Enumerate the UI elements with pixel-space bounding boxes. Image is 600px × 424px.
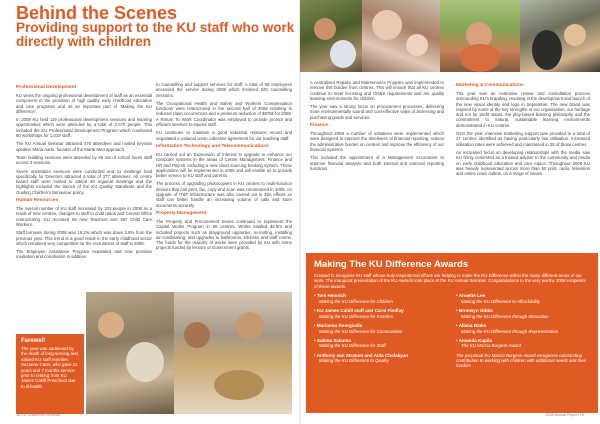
award-item [314, 353, 448, 364]
photo-children-at-table [86, 292, 174, 414]
photo-children-outdoors [300, 0, 362, 72]
paragraph: The KU Annual Seminar attracted 470 attendees and hosted keynote speaker Maria Aarts, founder of the Marte Meo approach. [16, 141, 152, 152]
paragraph: Team building sessions were attended by 66 out of school hours staff across 3 sessions. [16, 154, 152, 166]
awards-grid [314, 293, 590, 372]
page-subtitle: Providing support to the KU staff who work directly with children [16, 20, 295, 49]
awards-column-left [314, 293, 448, 372]
paragraph: Throughout 2008 a number of initiatives were implemented which were designed to improve the timeliness of financial reporting, reduce the administrative burden on centres and improve the efficiency of our financial systems. [310, 131, 444, 152]
right-column-2 [456, 80, 590, 179]
paragraph: to counselling and support services for staff. A total of 68 employees accessed the service during 2008 which involved 225 counselling sessions. [156, 82, 292, 98]
paragraph: A centralised Repairs and Maintenance Program was implemented to remove this burden from centres. This will ensure that all KU centres continue to meet licensing and OH&S requirements and are quality learning environments for children. [310, 80, 444, 101]
award-item [314, 293, 448, 304]
it-heading: Information Technology and Telecommunications [156, 143, 269, 149]
paragraph: The year saw an extensive review and consultation process surrounding KU's branding, resulting in the development and launch of the new visual identity and logo in September. The new brand was inspired by some of the key strengths of our organisation; our heritage and not for profit status, the play-based learning philosophy and the commitment to natural, sustainable learning environments demonstrated in KU centres. [456, 91, 590, 128]
paragraph: The process of upgrading photocopiers in KU centres to multi-function devices that can print, fax, copy and scan was commenced in 2008. An upgrade of IT&T infrastructure was also carried out in 35A offices so staff can better handle an increasing volume of calls and store documents securely. [156, 181, 292, 208]
award-description: The perpetual KU Marcia Burgess Award recognises outstanding contribution to working with children with additional needs and their families [456, 352, 587, 369]
paragraph: Staff turnover during 2008 was 19.2% which was down 2.8% from the previous year. This trend is a good result in the early childhood sector which remained very competitive for the recruitment of staff in 2008. [16, 230, 152, 246]
award-category: Making the KU Difference to Affordability [461, 298, 540, 304]
award-category: Making the KU Difference for Staff [319, 343, 386, 349]
award-item [456, 293, 590, 304]
award-recipient: • Bronwyn Gibbs [456, 308, 590, 314]
left-page-footer: 18 KU Children's Services [16, 413, 60, 417]
award-recipient: • Toni Heinrich [314, 293, 448, 299]
paragraph: This included the appointment of a Management Accountant to improve financial analysis and both internal and external reporting functions. [310, 155, 444, 171]
right-page-footer: 2008 Annual Report 19 [545, 413, 584, 417]
paragraph: The Employee Assistance Program expanded and now provides mediation and conciliation in addition [16, 249, 152, 260]
award-recipient: • Amanda Kapila [456, 338, 590, 344]
award-category: Making the KU Difference through Innovation [461, 313, 549, 319]
right-column-1 [310, 80, 444, 174]
award-recipient: • Annette Lee [456, 293, 590, 299]
paragraph: KU views the ongoing professional development of staff as an essential component in the provision of high quality early childhood education and care programs and as an important part of 'Making the KU difference'. [16, 93, 152, 114]
award-category: The KU Marcia Burgess Award [461, 343, 522, 349]
marketing-heading: Marketing & Communications [456, 83, 524, 88]
professional-development-heading: Professional Development [16, 85, 77, 90]
paragraph: The Property and Procurement teams continued to implement the Capital Works Program in 59 centres. Works totalled $2.8m and included projects such as playground upgrades, re-roofing, installing air-conditioning, and upgrades to bathrooms, kitchens and staff rooms. The funds for the majority of works were provided by KU with some projects funded by lessors or Government grants. [156, 218, 292, 251]
photo-staff-with-child [362, 0, 440, 72]
awards-intro: Created to recognise KU staff whose truly inspirational efforts are helping to make the KU Difference within the many different areas of our work. The inaugural presentation of the KU Awards took place at the KU Annual Seminar. Congratulations to the very worthy 2008 recipients of these awards. [314, 273, 586, 289]
left-column-2 [156, 82, 292, 254]
human-resources-heading: Human Resources [16, 198, 59, 204]
award-category: Making the KU Difference through Representation [461, 328, 559, 334]
property-heading: Property Management [156, 210, 207, 216]
paragraph: The year saw a strong focus on procurement processes, delivering more environmentally sound and cost-effective ways of assessing and purchasing goods and services. [310, 104, 444, 120]
award-recipient: • Sabina Sakuma [314, 338, 448, 344]
farewell-text: The year was saddened by the death of long-serving and valued KU staff member, Suzanne Carer, who gave 11 years and 7 months service prior to retiring from KU James Cahill Preschool due to ill health. [21, 346, 78, 389]
award-item [456, 308, 590, 319]
paragraph: An increased focus on developing relationships with the media saw KU firmly cemented as a trusted adviser to the community and media on early childhood education and care topics. Throughout 2008 KU was heavily represented across more than 50 print, radio, television and online news outlets, on a range of issues. [456, 149, 590, 177]
award-recipient: • Marianna Georgiadis [314, 323, 448, 329]
award-item [314, 338, 448, 349]
page-title: Behind the Scenes [16, 3, 178, 23]
award-category: Making the KU Difference to Quality [319, 358, 389, 364]
photo-child-playing [440, 0, 520, 72]
award-item [456, 323, 590, 334]
farewell-heading: Farewell [21, 338, 46, 344]
award-category: Making the KU Difference for Communities [319, 328, 403, 334]
award-recipient: • KU James Cahill staff and Carol Findlay [314, 308, 448, 314]
awards-title: Making The KU Difference Awards [314, 259, 469, 270]
paragraph: The Occupational Health and Safety and Workers Compensation functions were restructured in the second half of 2008 resulting in reduced claim occurrences and a premium reduction of $876k for 2009. A Return To Work Coordinator was employed to provide prompt and efficient services to injured staff. [156, 100, 292, 128]
award-category: Making the KU Difference for Children [319, 298, 393, 304]
award-item [314, 308, 448, 319]
ku-difference-awards-panel [306, 253, 598, 413]
awards-column-right [456, 293, 590, 372]
paragraph: In 2008 KU held 119 professional development sessions and learning opportunities which were attended by a total of 2,070 people. This included the KU Professional Development Program which conducted 80 workshops for 1,019 staff. [16, 117, 152, 139]
award-item [456, 338, 590, 349]
award-note [456, 353, 590, 369]
photo-child-and-adult [520, 0, 600, 72]
award-item [314, 323, 448, 334]
farewell-box [16, 334, 84, 414]
paragraph: Over the year, intensive marketing support was provided to a total of 27 centres identified as having particularly low utilisation. Increased utilisation rates were achieved and maintained in 25 of those centres. [456, 131, 590, 147]
finance-heading: Finance [310, 123, 329, 129]
paragraph: KU carried out an Expression of Interest to upgrade or enhance our computer systems in the areas of Centre Management, Finance and HR and Payroll, including a new cloud sourcing booking system. These applications will be implemented in 2009 and will enable us to provide better service to KU staff and parents. [156, 151, 292, 179]
paragraph: The overall number of KU staff increased by 101 people in 2008 as a result of new centres, changes to staff to child ratios and Central Office restructuring. KU recruited 66 new Teachers and 367 Child Care Workers. [16, 206, 152, 227]
award-category: Making the KU Difference for Families [319, 313, 393, 319]
left-column-1 [16, 82, 152, 263]
paragraph: KU continues to maintain a good industrial relations record and negotiated a national union collective agreement for our teaching staff. [156, 130, 292, 141]
award-recipient: • Anthony van Stratum and Aida Cholakyan [314, 353, 448, 359]
paragraph: Seven orientation sessions were conducted and 11 meetings held specifically for Directors attracted a total of 377 attendees. All centre based staff were invited to attend 30 regional meetings and the highlights included the launch of the KU Quality Standards and the Guiding Children's Behaviour policy. [16, 168, 152, 195]
award-recipient: • Allana Binks [456, 323, 590, 329]
photo-children-building-blocks [174, 292, 292, 414]
